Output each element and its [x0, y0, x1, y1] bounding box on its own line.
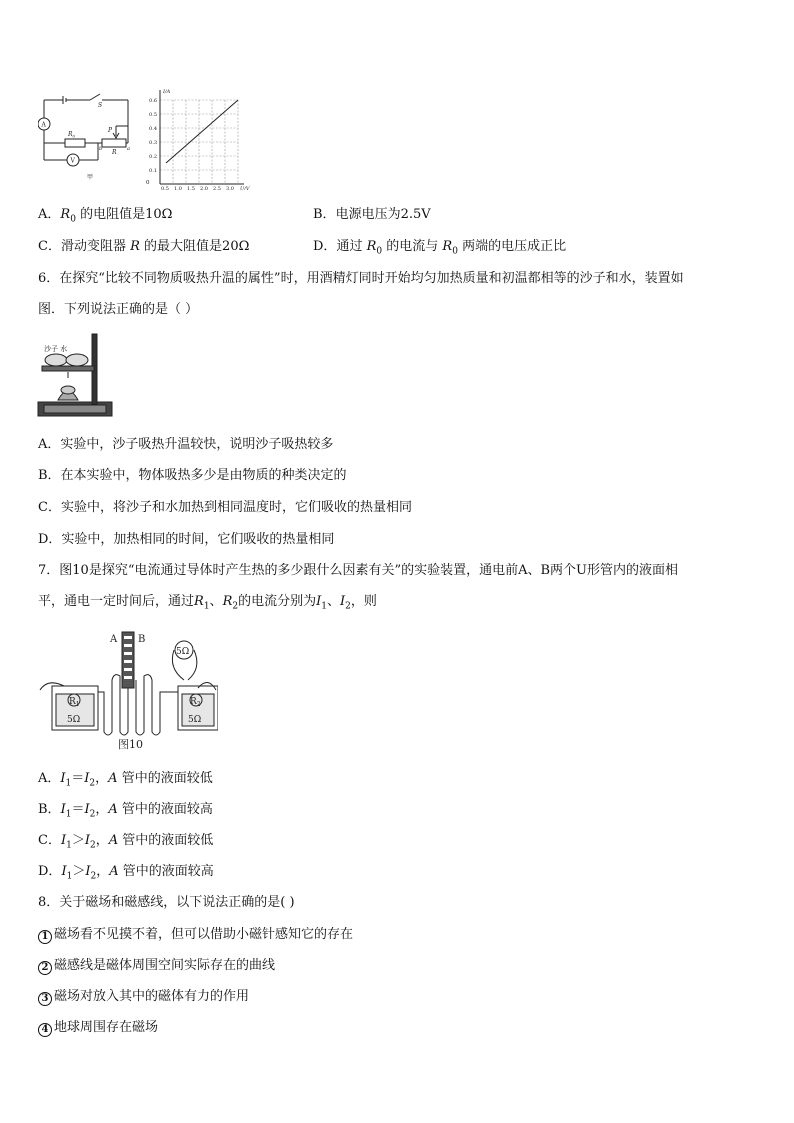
external-resistor-label: 5Ω [176, 647, 190, 657]
x-tick: 0.5 [161, 186, 169, 190]
q5-option-d: D．通过 $R_0$ 的电流与 $R_0$ 两端的电压成正比 [313, 239, 567, 257]
circuit-caption: 甲 [87, 174, 94, 181]
q5-option-b: B．电源电压为2.5V [313, 207, 431, 222]
iu-graph [140, 86, 252, 190]
q6-stem-line2: 图．下列说法正确的是（ ） [38, 302, 199, 317]
x-tick: 3.0 [226, 186, 234, 190]
q7-stem-line2: 平，通电一定时间后，通过$R_1$、$R_2$的电流分别为$I_1$、$I_2$，则 [38, 594, 377, 612]
r0-label: $R_0$ [68, 131, 76, 139]
r2-value: 5Ω [188, 715, 202, 725]
y-tick: 0.6 [149, 98, 157, 104]
end-b-label: b [99, 146, 103, 152]
r1-label: $R_1$ [69, 697, 80, 708]
figure-10-caption: 图10 [118, 738, 143, 751]
circled-number: 4 [38, 1023, 52, 1037]
x-tick: 2.0 [200, 186, 208, 190]
q8-stem: 8．关于磁场和磁感线，以下说法正确的是( ) [38, 895, 295, 910]
q8-item-3: 3 磁场对放入其中的磁体有力的作用 [38, 989, 249, 1006]
slider-label: P [108, 127, 113, 134]
x-axis-label: U/V [240, 186, 250, 190]
q6-option-a: A．实验中，沙子吸热升温较快，说明沙子吸热较多 [38, 437, 334, 452]
x-tick: 1.0 [174, 186, 182, 190]
y-tick: 0.1 [149, 168, 157, 174]
voltmeter-label: V [70, 157, 75, 165]
switch-label: S [98, 102, 103, 109]
q6-option-b: B．在本实验中，物体吸热多少是由物质的种类决定的 [38, 468, 347, 483]
q6-stem-line1: 6．在探究“比较不同物质吸热升温的属性”时，用酒精灯同时开始均匀加热质量和初温都相等的沙子和水，装置如 [38, 271, 684, 286]
q7-option-d: D．$I_1>I_2$，A 管中的液面较高 [38, 864, 214, 882]
circled-number: 1 [38, 930, 52, 944]
q6-option-d: D．实验中，加热相同的时间，它们吸收的热量相同 [38, 532, 335, 547]
q7-option-b: B．$I_1=I_2$，A 管中的液面较高 [38, 802, 213, 820]
q5-option-a: A．$R_0$ 的电阻值是10Ω [38, 207, 173, 225]
tube-a-label: A [110, 634, 118, 645]
iu-line [166, 100, 238, 163]
y-axis-label: I/A [163, 89, 171, 95]
y-tick: 0.2 [149, 154, 157, 160]
r2-label: $R_2$ [190, 697, 201, 708]
y-tick: 0.5 [149, 112, 157, 118]
circled-number: 3 [38, 992, 52, 1006]
q5-option-c: C．滑动变阻器 R 的最大阻值是20Ω [38, 239, 250, 254]
circuit-diagram [38, 88, 138, 183]
rheostat-label: R [112, 149, 117, 156]
q8-item-2: 2 磁感线是磁体周围空间实际存在的曲线 [38, 958, 275, 975]
joule-heat-apparatus-figure [38, 628, 218, 752]
q8-item-1: 1 磁场看不见摸不着，但可以借助小磁针感知它的存在 [38, 927, 353, 944]
q7-stem-line1: 7．图10是探究“电流通过导体时产生热的多少跟什么因素有关”的实验装置，通电前A、B两个U形管内的液面相 [38, 563, 679, 578]
q7-option-a: A．$I_1=I_2$，A 管中的液面较低 [38, 771, 213, 789]
y-tick: 0.3 [149, 140, 157, 146]
heating-apparatus-figure [36, 330, 116, 422]
end-a-label: a [127, 146, 130, 152]
q8-item-4: 4 地球周围存在磁场 [38, 1020, 158, 1037]
q7-option-c: C．$I_1>I_2$，A 管中的液面较低 [38, 833, 214, 851]
ammeter-label: A [41, 121, 46, 129]
x-tick: 1.5 [187, 186, 195, 190]
y-tick: 0.4 [149, 126, 157, 132]
x-tick: 2.5 [213, 186, 221, 190]
q6-option-c: C．实验中，将沙子和水加热到相同温度时，它们吸收的热量相同 [38, 500, 412, 515]
tube-b-label: B [138, 634, 146, 645]
r1-value: 5Ω [67, 715, 81, 725]
circled-number: 2 [38, 961, 52, 975]
origin-label: 0 [146, 180, 150, 186]
sand-water-label: 沙子 水 [44, 345, 68, 353]
